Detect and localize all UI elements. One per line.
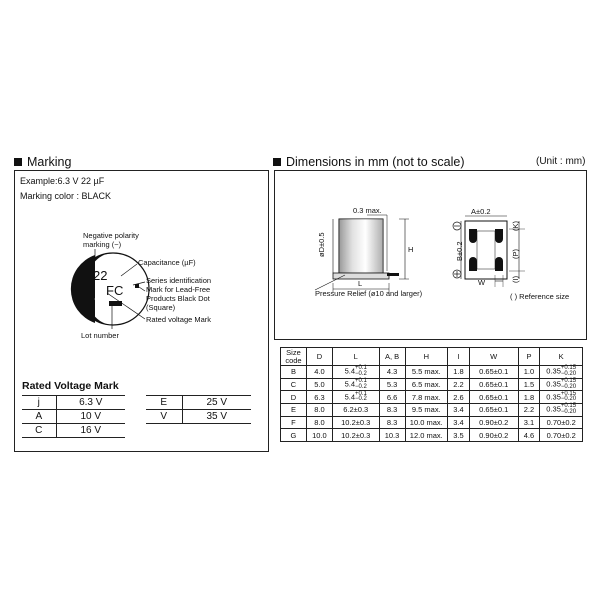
table-row: E 25 V bbox=[146, 396, 251, 410]
marking-panel bbox=[14, 170, 269, 452]
cell-ab: 10.3 bbox=[379, 429, 405, 442]
cell-l: 5.4+0.1 −0.2 bbox=[332, 366, 379, 379]
cell-k: 0.70±0.2 bbox=[540, 416, 583, 429]
header-k: K bbox=[540, 348, 583, 366]
pressure-relief-label: Pressure Relief (ø10 and larger) bbox=[315, 289, 423, 298]
unit-label: (Unit : mm) bbox=[536, 156, 586, 167]
l-label: L bbox=[358, 279, 363, 288]
cell-ab: 4.3 bbox=[379, 366, 405, 379]
capacitance-value: 22 bbox=[93, 268, 108, 283]
table-row bbox=[281, 416, 583, 429]
rated-voltage-title: Rated Voltage Mark bbox=[22, 380, 119, 392]
table-row: j 6.3 V bbox=[22, 396, 125, 410]
cell-k: 0.35+0.15 −0.20 bbox=[540, 391, 583, 404]
dimensions-table-body bbox=[281, 366, 583, 442]
lot-number-label: Lot number bbox=[81, 331, 119, 340]
header-w: W bbox=[469, 348, 518, 366]
cell-ab: 5.3 bbox=[379, 378, 405, 391]
cell-p: 4.6 bbox=[518, 429, 540, 442]
i-label: (I) bbox=[511, 275, 520, 283]
header-size-code: Size code bbox=[281, 348, 307, 366]
cell-l: 10.2±0.3 bbox=[332, 429, 379, 442]
table-row bbox=[281, 404, 583, 417]
negative-polarity-label-2: marking (−) bbox=[83, 240, 122, 249]
cell-i: 3.5 bbox=[448, 429, 470, 442]
table-row bbox=[281, 366, 583, 379]
cell-w: 0.90±0.2 bbox=[469, 416, 518, 429]
series-code: FC bbox=[106, 283, 124, 298]
table-header-row bbox=[281, 348, 583, 366]
cell-p: 1.0 bbox=[518, 366, 540, 379]
voltage-label: Rated voltage Mark bbox=[146, 315, 212, 324]
table-row bbox=[281, 378, 583, 391]
cell-h: 9.5 max. bbox=[405, 404, 448, 417]
cell-size-code: D bbox=[281, 391, 307, 404]
max-03-label: 0.3 max. bbox=[353, 206, 382, 215]
header-i: I bbox=[448, 348, 470, 366]
cell-w: 0.65±0.1 bbox=[469, 404, 518, 417]
cell-ab: 8.3 bbox=[379, 416, 405, 429]
cell-ab: 8.3 bbox=[379, 404, 405, 417]
cell-w: 0.65±0.1 bbox=[469, 391, 518, 404]
h-label: H bbox=[408, 245, 414, 254]
table-row bbox=[281, 391, 583, 404]
cell-i: 1.8 bbox=[448, 366, 470, 379]
leadfree-label-2: Products Black Dot bbox=[146, 294, 210, 303]
k-label: (K) bbox=[511, 221, 520, 231]
cell-size-code: E bbox=[281, 404, 307, 417]
cell-l: 5.4+0.1 −0.2 bbox=[332, 378, 379, 391]
header-ab: A, B bbox=[379, 348, 405, 366]
bullet-square-icon bbox=[273, 158, 281, 166]
cell-w: 0.65±0.1 bbox=[469, 366, 518, 379]
rated-voltage-table-left bbox=[22, 395, 125, 438]
dimensions-drawing-panel bbox=[274, 170, 587, 340]
negative-polarity-label: Negative polarity bbox=[83, 231, 139, 240]
reference-size-note: ( ) Reference size bbox=[510, 292, 570, 301]
polarity-fill bbox=[71, 255, 95, 323]
rated-voltage-table-right bbox=[146, 395, 251, 424]
cell-size-code: F bbox=[281, 416, 307, 429]
table-row bbox=[281, 429, 583, 442]
table-row: C 16 V bbox=[22, 424, 125, 438]
cell-h: 10.0 max. bbox=[405, 416, 448, 429]
cell-d: 4.0 bbox=[306, 366, 332, 379]
p-label: (P) bbox=[511, 249, 520, 259]
header-p: P bbox=[518, 348, 540, 366]
cell-h: 6.5 max. bbox=[405, 378, 448, 391]
cell-size-code: C bbox=[281, 378, 307, 391]
series-label: Series identification bbox=[146, 276, 212, 285]
cell-ab: 6.6 bbox=[379, 391, 405, 404]
diameter-label: øD±0.5 bbox=[317, 232, 326, 257]
dimensions-section-title: Dimensions in mm (not to scale) bbox=[273, 155, 465, 169]
cell-i: 2.2 bbox=[448, 378, 470, 391]
cell-h: 7.8 max. bbox=[405, 391, 448, 404]
cell-size-code: B bbox=[281, 366, 307, 379]
cell-p: 1.5 bbox=[518, 378, 540, 391]
capacitance-label: Capacitance (µF) bbox=[138, 258, 196, 267]
cell-p: 2.2 bbox=[518, 404, 540, 417]
leadfree-label-3: (Square) bbox=[146, 303, 176, 312]
cell-l: 10.2±0.3 bbox=[332, 416, 379, 429]
cell-i: 3.4 bbox=[448, 404, 470, 417]
cell-d: 8.0 bbox=[306, 416, 332, 429]
cell-i: 3.4 bbox=[448, 416, 470, 429]
cell-h: 5.5 max. bbox=[405, 366, 448, 379]
voltage-char: j bbox=[95, 285, 98, 300]
cell-p: 1.8 bbox=[518, 391, 540, 404]
cell-d: 8.0 bbox=[306, 404, 332, 417]
marking-diagram bbox=[15, 171, 268, 371]
cell-l: 5.4+0.1 −0.2 bbox=[332, 391, 379, 404]
header-d: D bbox=[306, 348, 332, 366]
cell-k: 0.70±0.2 bbox=[540, 429, 583, 442]
cell-k: 0.35+0.15 −0.20 bbox=[540, 366, 583, 379]
dimensions-table bbox=[280, 347, 583, 442]
bullet-square-icon bbox=[14, 158, 22, 166]
cell-d: 5.0 bbox=[306, 378, 332, 391]
w-label: W bbox=[478, 278, 486, 287]
cell-p: 3.1 bbox=[518, 416, 540, 429]
cell-d: 6.3 bbox=[306, 391, 332, 404]
a-label: A±0.2 bbox=[471, 207, 491, 216]
table-row: V 35 V bbox=[146, 410, 251, 424]
cell-w: 0.90±0.2 bbox=[469, 429, 518, 442]
cell-d: 10.0 bbox=[306, 429, 332, 442]
header-h: H bbox=[405, 348, 448, 366]
cell-k: 0.35+0.15 −0.20 bbox=[540, 404, 583, 417]
marking-color: Marking color : BLACK bbox=[20, 191, 112, 201]
cell-i: 2.6 bbox=[448, 391, 470, 404]
cell-k: 0.35+0.15 −0.20 bbox=[540, 378, 583, 391]
table-row: A 10 V bbox=[22, 410, 125, 424]
cell-l: 6.2±0.3 bbox=[332, 404, 379, 417]
cell-w: 0.65±0.1 bbox=[469, 378, 518, 391]
cell-h: 12.0 max. bbox=[405, 429, 448, 442]
header-l: L bbox=[332, 348, 379, 366]
cell-size-code: G bbox=[281, 429, 307, 442]
leadfree-label-1: Mark for Lead-Free bbox=[146, 285, 211, 294]
b-label: B±0.2 bbox=[455, 241, 464, 261]
marking-example: Example:6.3 V 22 µF bbox=[20, 176, 105, 186]
marking-section-title: Marking bbox=[14, 155, 71, 169]
